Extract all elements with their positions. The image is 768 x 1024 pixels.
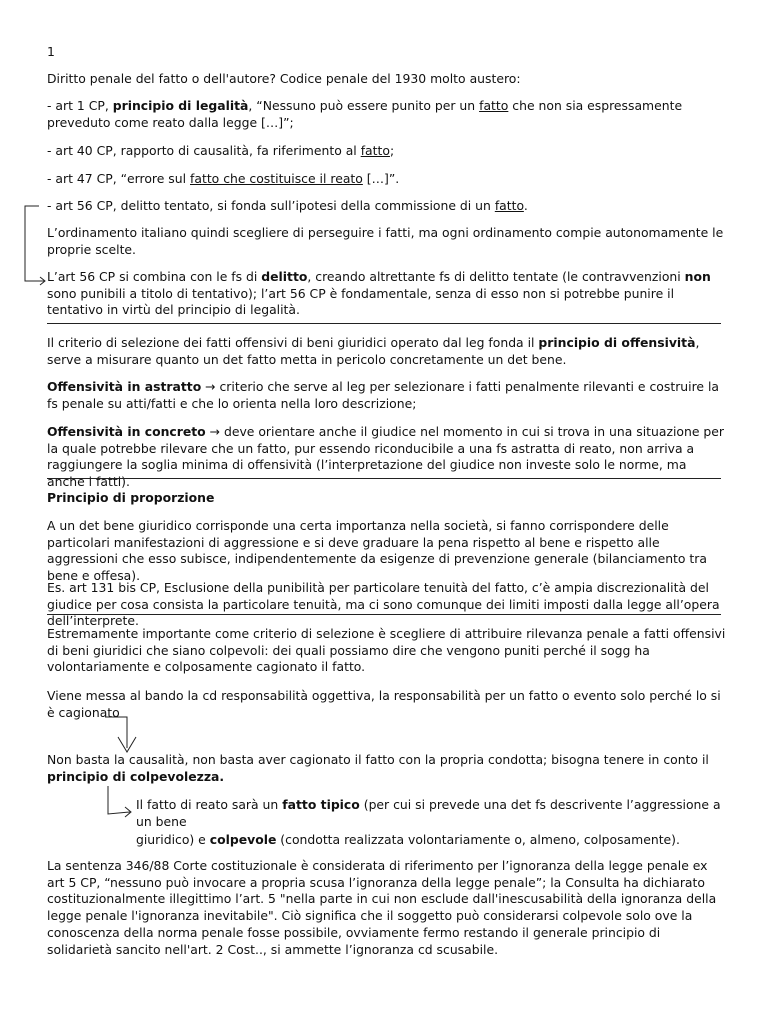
ordinamento-paragraph: L’ordinamento italiano quindi scegliere di perseguire i fatti, ma ogni ordinamento compie autonomamente le proprie scelte. [47, 225, 724, 257]
hand-arrow-icon [105, 717, 136, 752]
offensivita-paragraph: Il criterio di selezione dei fatti offensivi di beni giuridici operato dal leg fonda il principio di offensività, serve a misurare quanto un det fatto metta in pericolo concretamente un det bene. [47, 335, 700, 367]
offensivita-concreto-paragraph: Offensività in concreto → deve orientare anche il giudice nel momento in cui si trova in una situazione per la quale potrebbe rilevare che un fatto, pur essendo riconducibile a una fs astratta di reato, non arriva a raggiungere la soglia minima di offensività (l’interpretazione del giudice non investe solo le norme, ma anche i fatti). [47, 424, 724, 490]
art47-paragraph: - art 47 CP, “errore sul fatto che costituisce il reato […]”. [47, 171, 400, 186]
colpevoli-paragraph: Estremamente importante come criterio di selezione è scegliere di attribuire rilevanza penale a fatti offensivi di beni giuridici che siano colpevoli: dei quali possiamo dire che vengono puniti perché il sogg ha volontariamente e colposamente cagionato il fatto. [47, 626, 726, 675]
fatto-tipico-line: Il fatto di reato sarà un fatto tipico (per cui si prevede una det fs descrivente l’aggressione a un bene [136, 797, 721, 829]
art56-combination-paragraph: L’art 56 CP si combina con le fs di delitto, creando altrettante fs di delitto tentate (le contravvenzioni non sono punibili a titolo di tentativo); l’art 56 CP è fondamentale, senza di esso non si potrebbe punire il tentativo in virtù del principio di legalità. [47, 269, 711, 318]
bracket-arrow-icon [25, 206, 45, 285]
proporzione-heading: Principio di proporzione [47, 490, 215, 505]
responsabilita-oggettiva-paragraph: Viene messa al bando la cd responsabilità oggettiva, la responsabilità per un fatto o evento solo perché lo si è cagionato [47, 688, 721, 720]
page-number: 1 [47, 44, 55, 59]
offensivita-astratto-paragraph: Offensività in astratto → criterio che serve al leg per selezionare i fatti penalmente rilevanti e costruire la fs penale su atti/fatti e che lo orienta nella loro descrizione; [47, 379, 720, 411]
colpevole-line: giuridico) e colpevole (condotta realizzata volontariamente o, almeno, colposamente). [136, 832, 680, 847]
colpevolezza-paragraph: Non basta la causalità, non basta aver cagionato il fatto con la propria condotta; bisogna tenere in conto il principio di colpevolezza. [47, 752, 709, 784]
proporzione-paragraph: A un det bene giuridico corrisponde una certa importanza nella società, si fanno corrispondere delle particolari manifestazioni di aggressione e si deve graduare la pena rispetto al bene e rispetto alle aggressioni che esso subisce, indipendentemente da esigenze di prevenzione generale (bilanciamento tra bene e offesa). [47, 518, 707, 584]
hand-arrow-icon [108, 786, 131, 817]
intro-paragraph: Diritto penale del fatto o dell'autore? Codice penale del 1930 molto austero: [47, 71, 521, 86]
art131-paragraph: Es. art 131 bis CP, Esclusione della punibilità per particolare tenuità del fatto, c’è ampia discrezionalità del giudice per cosa consista la particolare tenuità, ma ci sono comunque dei limiti imposti dalla legge all’opera dell’interprete. [47, 580, 720, 629]
sentenza-paragraph: La sentenza 346/88 Corte costituzionale è considerata di riferimento per l’ignoranza della legge penale ex art 5 CP, “nessuno può invocare a propria scusa l’ignoranza della legge penale”; la Consulta ha dichiarato costituzionalmente illegittimo l’art. 5 "nella parte in cui non esclude dall'inescusabilità della ignoranza della legge penale l'ignoranza inevitabile". Ciò significa che il soggetto può considerarsi colpevole solo ove la conoscenza della norma penale fosse possibile, ovviamente fermo restando il generale principio di solidarietà sancito nell'art. 2 Cost.., si ammette l’ignoranza cd scusabile. [47, 858, 717, 957]
art56-paragraph: - art 56 CP, delitto tentato, si fonda sull’ipotesi della commissione di un fatto. [47, 198, 528, 213]
art40-paragraph: - art 40 CP, rapporto di causalità, fa riferimento al fatto; [47, 143, 395, 158]
art1-paragraph: - art 1 CP, principio di legalità, “Nessuno può essere punito per un fatto che non sia espressamente preveduto come reato dalla legge […]”; [47, 98, 683, 130]
